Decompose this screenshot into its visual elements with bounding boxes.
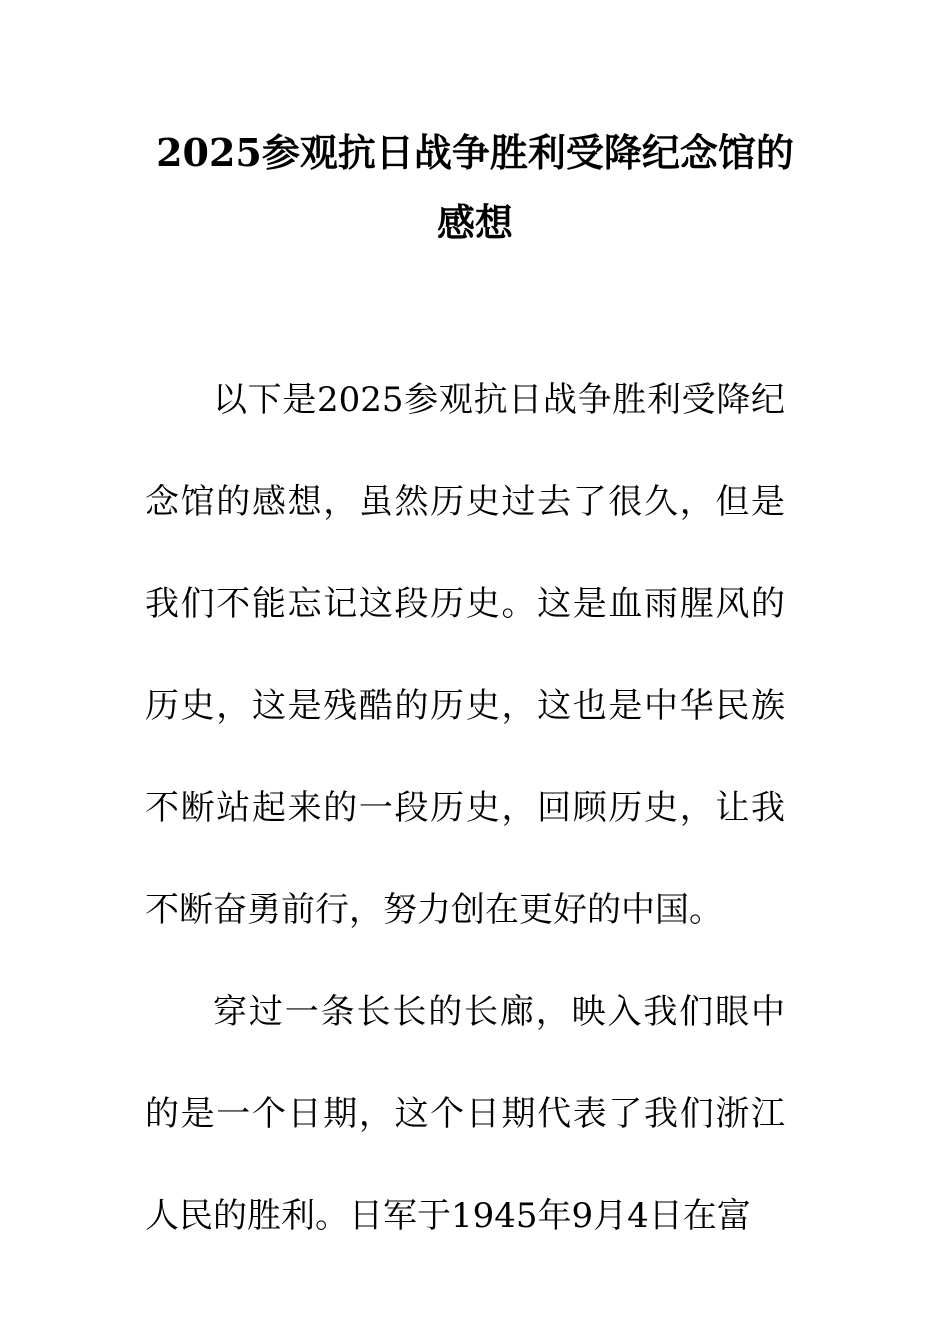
paragraph-intro: 以下是2025参观抗日战争胜利受降纪念馆的感想，虽然历史过去了很久，但是我们不能忘记这段历史。这是血雨腥风的历史，这是残酷的历史，这也是中华民族不断站起来的一段历史，回顾历史，让我不断奋勇前行，努力创在更好的中国。 [145,380,785,930]
document-body-section-2 [145,961,785,1267]
document-body-section-1 [145,349,785,961]
document-title: 2025参观抗日战争胜利受降纪念馆的感想 [156,130,794,245]
paragraph-corridor: 穿过一条长长的长廊，映入我们眼中的是一个日期，这个日期代表了我们浙江人民的胜利。日军于1945年9月4日在富 [145,992,785,1236]
